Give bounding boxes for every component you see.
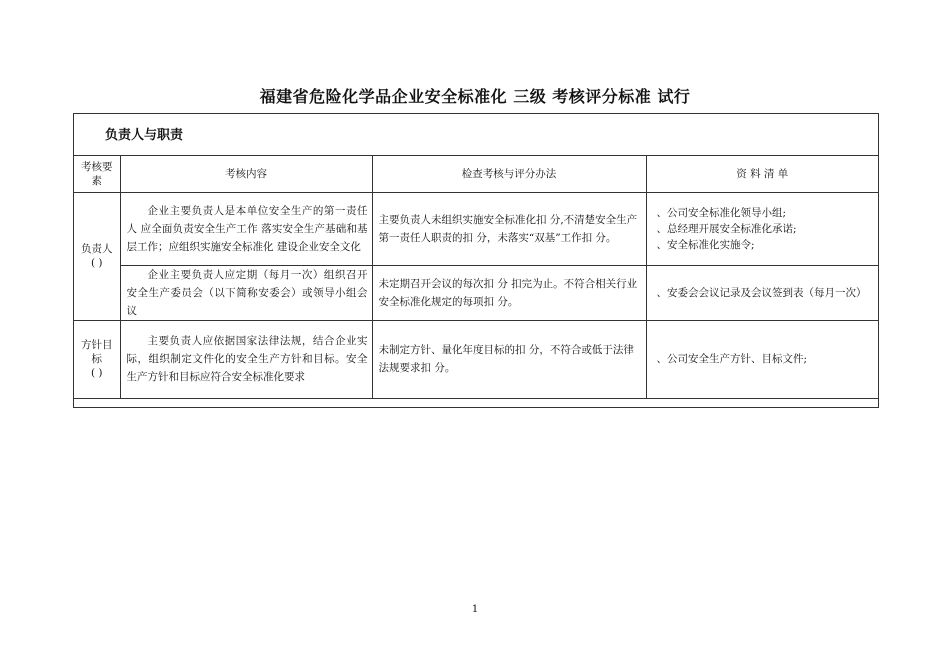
method-cell: 未制定方针、量化年度目标的扣 分，不符合或低于法律法规要求扣 分。 bbox=[372, 320, 646, 398]
header-element: 考核要素 bbox=[74, 156, 120, 192]
list-item: 、公司安全生产方针、目标文件; bbox=[656, 353, 808, 365]
element-score-paren: ( ) bbox=[90, 367, 103, 379]
assessment-table bbox=[74, 156, 878, 399]
list-item: 、公司安全标准化领导小组; bbox=[656, 206, 787, 219]
header-materials: 资 料 清 单 bbox=[646, 156, 878, 192]
content-cell bbox=[120, 265, 372, 320]
element-score-paren: ( ) bbox=[90, 257, 103, 269]
table-row bbox=[74, 265, 878, 320]
content-cell bbox=[120, 320, 372, 398]
element-label: 负责人 bbox=[81, 243, 113, 255]
materials-cell bbox=[646, 265, 878, 320]
element-label: 方针目标 bbox=[81, 339, 113, 365]
document-title: 福建省危险化学品企业安全标准化 三级 考核评分标准 试行 bbox=[259, 87, 691, 106]
content-text: 企业主要负责人是本单位安全生产的第一责任人 应全面负责安全生产工作 落实安全生产基础和基层工作；应组织实施安全标准化 建设企业安全文化 bbox=[126, 204, 368, 253]
page-number: 1 bbox=[471, 604, 479, 615]
materials-cell bbox=[646, 192, 878, 265]
list-item: 、安全标准化实施令; bbox=[656, 238, 755, 251]
content-cell bbox=[120, 192, 372, 265]
list-item: 、安委会会议记录及会议签到表（每月一次） bbox=[656, 286, 867, 299]
table-row bbox=[74, 192, 878, 265]
content-text: 主要负责人应依据国家法律法规，结合企业实际，组织制定文件化的安全生产方针和目标。安全生产方针和目标应符合安全标准化要求 bbox=[126, 335, 368, 383]
element-cell-policy-goals bbox=[74, 320, 120, 398]
header-method: 检查考核与评分办法 bbox=[372, 156, 646, 192]
table-header-row bbox=[74, 156, 878, 192]
element-cell-responsible-person bbox=[74, 192, 120, 320]
content-text: 企业主要负责人应定期（每月一次）组织召开安全生产委员会（以下简称安委会）或领导小组会议 bbox=[126, 268, 368, 317]
method-cell: 未定期召开会议的每次扣 分 扣完为止。不符合相关行业安全标准化规定的每项扣 分。 bbox=[372, 265, 646, 320]
assessment-table-frame bbox=[73, 113, 879, 408]
list-item: 、总经理开展安全标准化承诺; bbox=[656, 222, 797, 235]
section-heading-row bbox=[74, 114, 878, 156]
header-content: 考核内容 bbox=[120, 156, 372, 192]
table-row bbox=[74, 320, 878, 398]
section-heading: 负责人与职责 bbox=[105, 128, 184, 143]
method-cell: 主要负责人未组织实施安全标准化扣 分,不清楚安全生产第一责任人职责的扣 分，未落实“双基”工作扣 分。 bbox=[372, 192, 646, 265]
materials-cell bbox=[646, 320, 878, 398]
